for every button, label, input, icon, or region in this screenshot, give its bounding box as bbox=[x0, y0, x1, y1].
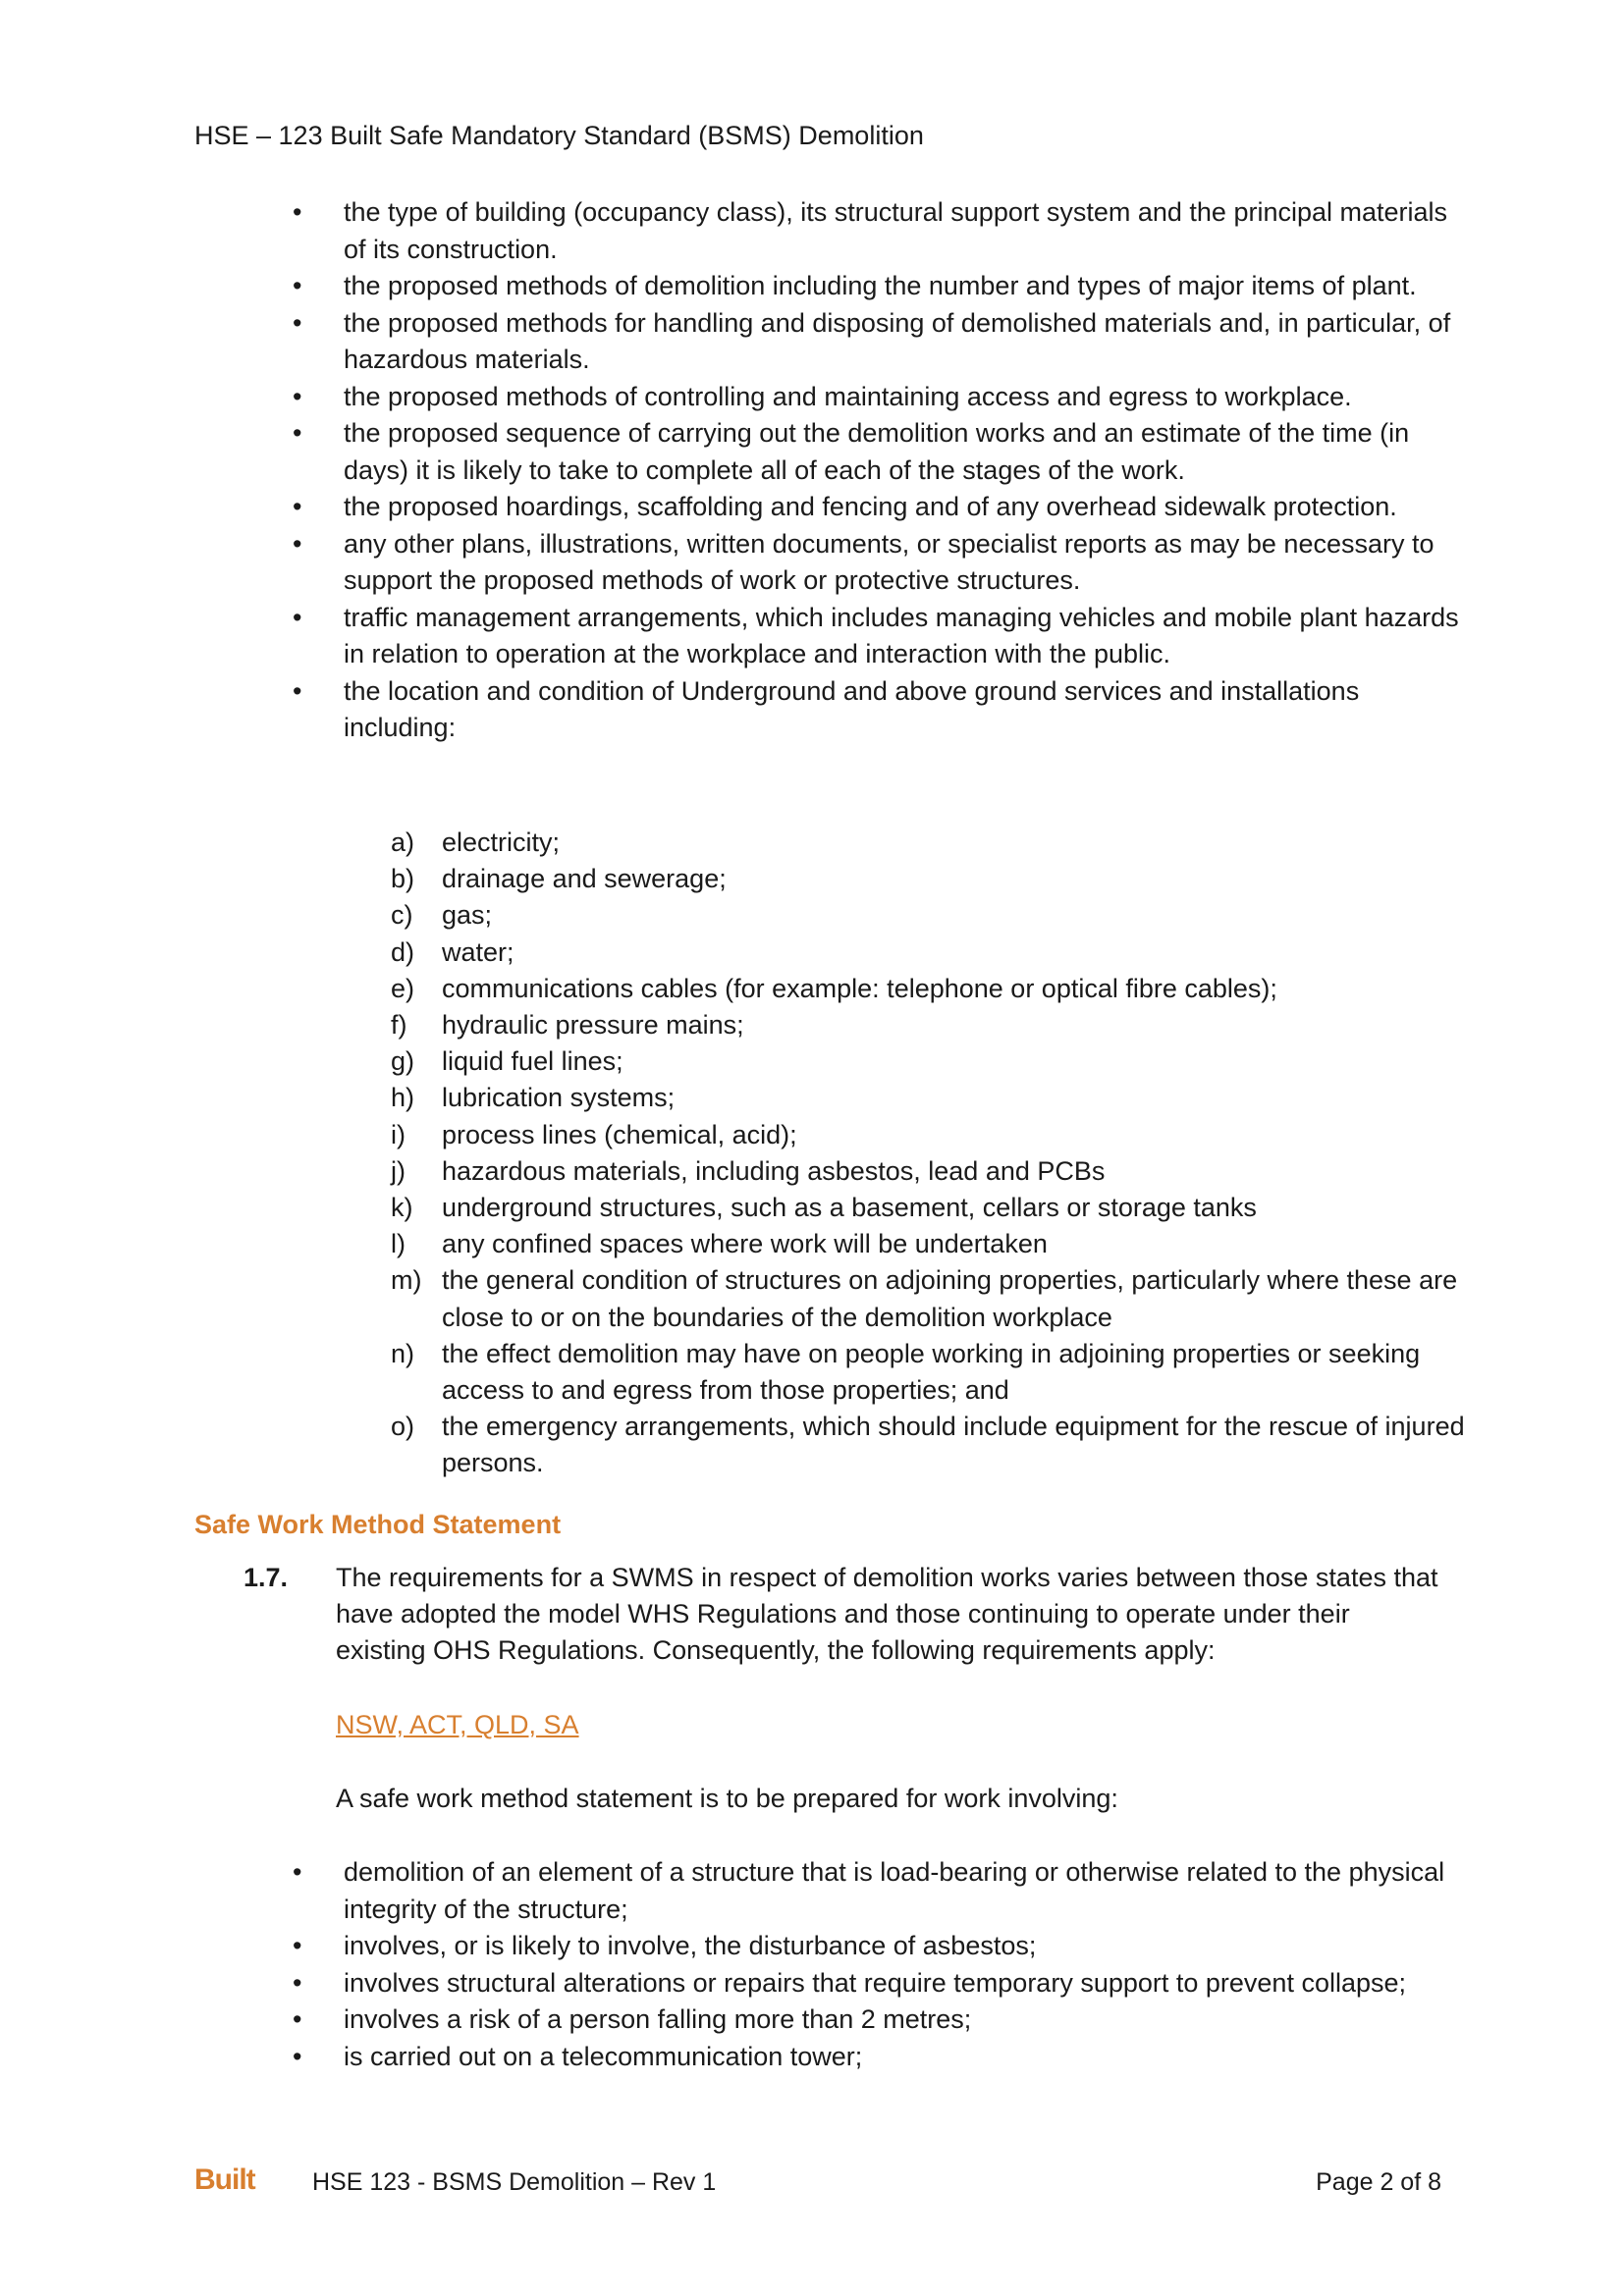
list-letter: o) bbox=[391, 1412, 415, 1442]
section-heading: Safe Work Method Statement bbox=[194, 1510, 562, 1539]
list-item bbox=[194, 268, 1461, 305]
list-item bbox=[391, 1117, 1471, 1153]
list-item bbox=[194, 489, 1461, 526]
list-item bbox=[194, 673, 1461, 747]
list-text: drainage and sewerage; bbox=[442, 864, 727, 894]
list-letter: f) bbox=[391, 1010, 407, 1041]
list-letter: h) bbox=[391, 1083, 415, 1113]
list-item bbox=[391, 861, 1471, 897]
bullet-icon: • bbox=[293, 602, 302, 632]
list-item bbox=[391, 971, 1471, 1007]
list-letter: l) bbox=[391, 1229, 406, 1259]
list-item bbox=[194, 2002, 1461, 2039]
bullet-icon: • bbox=[293, 418, 302, 448]
bullet-text: the proposed sequence of carrying out the demolition works and an estimate of the time (in days) it is likely to take to complete all of each of the stages of the work. bbox=[344, 418, 1410, 485]
list-item bbox=[391, 1336, 1471, 1409]
list-item bbox=[391, 825, 1471, 861]
list-letter: k) bbox=[391, 1193, 413, 1223]
list-text: the emergency arrangements, which should include equipment for the rescue of injured persons. bbox=[442, 1412, 1465, 1478]
page-header: HSE – 123 Built Safe Mandatory Standard (BSMS) Demolition bbox=[194, 121, 924, 150]
bullet-text: traffic management arrangements, which includes managing vehicles and mobile plant hazards in relation to operation at the workplace and interaction with the public. bbox=[344, 602, 1459, 668]
bullet-icon: • bbox=[293, 307, 302, 338]
list-item bbox=[194, 2039, 1461, 2076]
bullet-icon: • bbox=[293, 528, 302, 559]
list-item bbox=[391, 897, 1471, 934]
list-letter: d) bbox=[391, 936, 415, 967]
bullet-icon: • bbox=[293, 197, 302, 227]
list-text: water; bbox=[442, 936, 514, 967]
list-item bbox=[194, 1854, 1461, 1928]
list-text: any confined spaces where work will be undertaken bbox=[442, 1229, 1048, 1259]
list-text: hydraulic pressure mains; bbox=[442, 1010, 744, 1041]
list-item bbox=[391, 1080, 1471, 1116]
list-item bbox=[391, 1043, 1471, 1080]
list-item bbox=[391, 1007, 1471, 1043]
intro-text: A safe work method statement is to be prepared for work involving: bbox=[336, 1784, 1118, 1813]
list-text: the effect demolition may have on people working in adjoining properties or seeking access to and egress from those properties; and bbox=[442, 1338, 1421, 1406]
bullet-icon: • bbox=[293, 271, 302, 300]
bullet-text: the proposed methods of controlling and maintaining access and egress to workplace. bbox=[344, 381, 1352, 411]
list-item bbox=[391, 1153, 1471, 1190]
list-letter: i) bbox=[391, 1119, 406, 1149]
list-text: liquid fuel lines; bbox=[442, 1046, 623, 1077]
list-text: the general condition of structures on adjoining properties, particularly where these are close to or on the boundaries of the demolition workplace bbox=[442, 1265, 1458, 1332]
list-item bbox=[194, 415, 1461, 489]
list-text: hazardous materials, including asbestos, lead and PCBs bbox=[442, 1155, 1106, 1186]
states-link[interactable]: NSW, ACT, QLD, SA bbox=[336, 1710, 579, 1739]
clause-text: The requirements for a SWMS in respect of demolition works varies between those states that have adopted the model WHS Regulations and those continuing to operate under their existing OHS Regulations. Consequently, the following requirements apply: bbox=[336, 1563, 1438, 1665]
bullet-text: the location and condition of Underground and above ground services and installations including: bbox=[344, 675, 1360, 742]
bullet-text: involves a risk of a person falling more than 2 metres; bbox=[344, 2004, 972, 2034]
list-letter: j) bbox=[391, 1155, 406, 1186]
list-letter: e) bbox=[391, 973, 415, 1003]
list-letter: g) bbox=[391, 1046, 415, 1077]
bullet-icon: • bbox=[293, 1931, 302, 1960]
bullet-icon: • bbox=[293, 381, 302, 411]
list-text: lubrication systems; bbox=[442, 1083, 676, 1113]
services-list bbox=[391, 825, 1471, 1482]
bullet-text: the proposed methods for handling and disposing of demolished materials and, in particular, of hazardous materials. bbox=[344, 307, 1451, 374]
list-item bbox=[194, 194, 1461, 268]
list-text: underground structures, such as a basement, cellars or storage tanks bbox=[442, 1193, 1257, 1223]
built-logo: Built bbox=[194, 2163, 255, 2196]
bullet-icon: • bbox=[293, 1857, 302, 1887]
bullet-text: the proposed methods of demolition including the number and types of major items of plant. bbox=[344, 271, 1417, 300]
bullet-icon: • bbox=[293, 492, 302, 521]
clause-number: 1.7. bbox=[244, 1563, 289, 1592]
list-letter: b) bbox=[391, 864, 415, 894]
list-letter: a) bbox=[391, 828, 415, 857]
list-item bbox=[391, 1262, 1471, 1335]
list-item bbox=[391, 1226, 1471, 1262]
list-text: gas; bbox=[442, 900, 493, 931]
list-item bbox=[391, 934, 1471, 971]
bullet-text: involves structural alterations or repairs that require temporary support to prevent collapse; bbox=[344, 1967, 1407, 1998]
bullet-icon: • bbox=[293, 675, 302, 706]
list-item bbox=[391, 1190, 1471, 1226]
footer-document-title: HSE 123 - BSMS Demolition – Rev 1 bbox=[312, 2168, 717, 2196]
list-item bbox=[391, 1409, 1471, 1481]
list-item bbox=[194, 1928, 1461, 1965]
bullet-text: involves, or is likely to involve, the disturbance of asbestos; bbox=[344, 1931, 1037, 1960]
bullet-text: demolition of an element of a structure that is load-bearing or otherwise related to the physical integrity of the structure; bbox=[344, 1857, 1445, 1924]
list-item bbox=[194, 379, 1461, 416]
list-text: communications cables (for example: telephone or optical fibre cables); bbox=[442, 973, 1277, 1003]
bullet-icon: • bbox=[293, 2004, 302, 2034]
bullet-text: the proposed hoardings, scaffolding and fencing and of any overhead sidewalk protection. bbox=[344, 492, 1397, 521]
bullet-text: the type of building (occupancy class), its structural support system and the principal materials of its construction. bbox=[344, 197, 1448, 264]
list-letter: c) bbox=[391, 900, 413, 931]
list-item bbox=[194, 305, 1461, 379]
list-text: electricity; bbox=[442, 828, 561, 857]
list-letter: n) bbox=[391, 1338, 415, 1368]
list-text: process lines (chemical, acid); bbox=[442, 1119, 797, 1149]
swms-bullet-list bbox=[194, 1854, 1461, 2075]
page-number: Page 2 of 8 bbox=[1316, 2168, 1441, 2196]
bullet-icon: • bbox=[293, 2041, 302, 2071]
list-item bbox=[194, 526, 1461, 600]
bullet-text: any other plans, illustrations, written documents, or specialist reports as may be necessary to support the proposed methods of work or protective structures. bbox=[344, 528, 1435, 595]
bullet-text: is carried out on a telecommunication tower; bbox=[344, 2041, 863, 2071]
list-item bbox=[194, 600, 1461, 673]
top-bullet-list bbox=[194, 194, 1461, 747]
list-item bbox=[194, 1965, 1461, 2002]
list-letter: m) bbox=[391, 1265, 422, 1296]
bullet-icon: • bbox=[293, 1967, 302, 1998]
